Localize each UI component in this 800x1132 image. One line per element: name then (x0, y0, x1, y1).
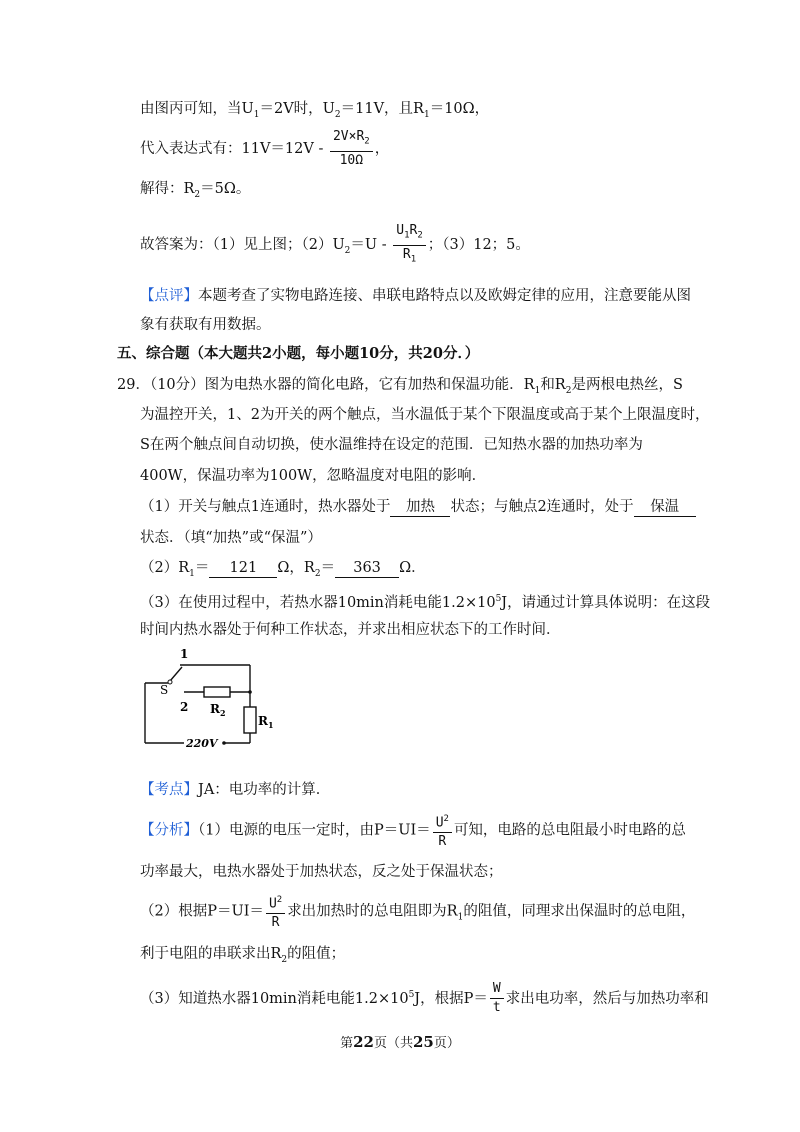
text: （3）知道热水器10min消耗电能1.2×10 (140, 990, 409, 1007)
text: J，根据P＝ (414, 990, 488, 1007)
text: ＝5Ω。 (200, 181, 251, 197)
text: 状态；与触点2连通时，处于 (450, 499, 634, 515)
text: 故答案为：（1）见上图；（2）U (140, 237, 345, 254)
text: 可知，电路的总电阻最小时电路的总 (453, 822, 686, 839)
circuit-diagram (140, 645, 280, 755)
text: Ω，R (277, 560, 315, 576)
page-number: 22 (353, 1033, 374, 1051)
answer-line (140, 222, 530, 270)
r2-sub: 2 (219, 708, 226, 718)
subscript: 1 (534, 385, 541, 396)
text: （1）电源的电压一定时，由P＝UI＝ (198, 822, 431, 839)
text: 本题考查了实物电路连接、串联电路特点以及欧姆定律的应用，注意要能从图 (198, 288, 691, 304)
text: （2）R (140, 560, 190, 576)
subscript: 2 (565, 385, 572, 396)
r1-label (258, 714, 274, 730)
fenxi-line-2: 功率最大，电热水器处于加热状态，反之处于保温状态； (140, 864, 503, 880)
q29-part-3 (140, 589, 710, 613)
answer-blank-r2: 363 (335, 560, 399, 578)
superscript: 2 (443, 814, 449, 824)
text: 由图丙可知，当U (140, 101, 254, 117)
numerator: 2V×R (332, 129, 365, 144)
fraction (330, 128, 373, 170)
q29-line-3: S在两个触点间自动切换，使水温维持在设定的范围．已知热水器的加热功率为 (140, 437, 643, 453)
review-tag: 【点评】 (140, 288, 198, 304)
page-footer (0, 1032, 800, 1051)
text: 和R (540, 377, 566, 393)
answer-blank-r1: 121 (209, 560, 277, 578)
text: ＝ (194, 560, 210, 576)
kaodian-line (140, 780, 330, 800)
voltage-label: 220V (186, 737, 218, 750)
solution-line-3 (140, 179, 250, 205)
total-pages: 25 (413, 1033, 434, 1051)
switch-pivot (168, 680, 172, 684)
denominator: 10Ω (339, 152, 364, 168)
fraction (433, 810, 452, 851)
fenxi-line-5 (140, 975, 709, 1019)
text: 页） (433, 1036, 460, 1051)
r1-resistor (244, 707, 256, 733)
text: 解得：R (140, 181, 195, 197)
text: ＝10Ω， (429, 101, 490, 117)
text: 求出加热时的总电阻即为R (287, 903, 458, 920)
review-line-1 (140, 286, 691, 306)
q29-line-2: 为温控开关，1、2为开关的两个触点，当水温低于某个下限温度或高于某个上限温度时， (140, 407, 710, 423)
terminal-dot (222, 741, 226, 745)
review-line-2 (140, 315, 271, 335)
subscript: 1 (404, 230, 410, 241)
solution-line-2 (140, 128, 389, 170)
text: R (409, 223, 418, 238)
superscript: 5 (495, 594, 502, 604)
q29-part-1 (140, 497, 696, 517)
text: 页（共 (373, 1036, 413, 1051)
text: U (435, 815, 444, 831)
text: ＝U - (350, 237, 387, 254)
text: 求出电功率，然后与加热功率和 (505, 990, 709, 1007)
contact-1-label: 1 (180, 647, 189, 661)
contact-2-label: 2 (180, 700, 189, 714)
q29-part-1-cont: 状态．（填“加热”或“保温”） (140, 530, 322, 546)
text: 的阻值，同理求出保温时的总电阻， (463, 903, 696, 920)
q29-part-2 (140, 558, 426, 584)
q29-part-3-cont: 时间内热水器处于何种工作状态，并求出相应状态下的工作时间． (140, 622, 561, 638)
subscript: 1 (410, 254, 417, 265)
q29-line-4: 400W，保温功率为100W，忽略温度对电阻的影响． (140, 468, 487, 484)
subscript: 1 (423, 109, 430, 120)
q29-line-1 (117, 375, 683, 401)
subscript: 1 (253, 109, 260, 120)
junction-dot (248, 690, 252, 694)
denominator: R (438, 834, 447, 850)
text: （1）开关与触点1连通时，热水器处于 (140, 499, 391, 515)
text: ， (374, 140, 390, 157)
text: U (396, 223, 405, 238)
solution-line-1 (140, 99, 489, 125)
text: 利于电阻的串联求出R (140, 946, 282, 962)
answer-blank-heating: 加热 (390, 499, 450, 517)
fenxi-tag: 【分析】 (140, 822, 198, 839)
text: 象有获取有用数据。 (140, 317, 271, 333)
text: 的阻值； (287, 946, 346, 962)
text: （2）根据P＝UI＝ (140, 903, 264, 920)
section-heading: 五、综合题（本大题共2小题，每小题10分，共20分．） (117, 345, 480, 362)
subscript: 2 (344, 245, 351, 256)
subscript: 1 (457, 912, 464, 923)
denominator: R (271, 915, 280, 931)
text: R (402, 246, 411, 262)
denominator: t (492, 1000, 501, 1016)
text: 是两根电热丝，S (571, 377, 683, 393)
fenxi-line-1 (140, 810, 686, 851)
subscript: 1 (189, 568, 195, 579)
r2-resistor (204, 687, 230, 697)
text: 代入表达式有：11V＝12V - (140, 140, 324, 157)
fenxi-line-3 (140, 891, 695, 938)
r2-label (210, 702, 226, 718)
subscript: 2 (194, 189, 201, 200)
subscript: 2 (364, 136, 370, 147)
subscript: 2 (417, 230, 423, 241)
text: ＝2V时，U (259, 101, 335, 117)
superscript: 5 (408, 990, 415, 1000)
subscript: 2 (334, 109, 341, 120)
answer-blank-keep-warm: 保温 (634, 499, 696, 517)
text: ；（3）12；5。 (427, 237, 530, 254)
text: 第 (340, 1036, 354, 1051)
kaodian-tag: 【考点】 (140, 782, 198, 798)
fenxi-line-4 (140, 944, 345, 970)
text: （3）在使用过程中，若热水器10min消耗电能1.2×10 (140, 594, 496, 611)
text: ＝11V，且R (340, 101, 424, 117)
switch-label: S (160, 683, 169, 697)
r2-letter: R (210, 702, 220, 716)
fraction (266, 891, 285, 932)
r1-letter: R (258, 714, 268, 728)
r1-sub: 1 (267, 720, 274, 730)
text: J，请通过计算具体说明：在这段 (501, 594, 711, 611)
switch-blade (170, 667, 182, 681)
text: JA：电功率的计算． (198, 782, 331, 798)
numerator: W (490, 980, 504, 999)
subscript: 2 (314, 568, 321, 579)
text: U (268, 896, 277, 912)
subscript: 2 (281, 954, 288, 965)
fraction (490, 980, 504, 1017)
text: Ω． (399, 560, 426, 576)
fraction (393, 222, 426, 268)
text: 29．（10分）图为电热水器的简化电路，它有加热和保温功能．R (117, 377, 535, 393)
text: ＝ (320, 560, 336, 576)
superscript: 2 (276, 895, 283, 905)
